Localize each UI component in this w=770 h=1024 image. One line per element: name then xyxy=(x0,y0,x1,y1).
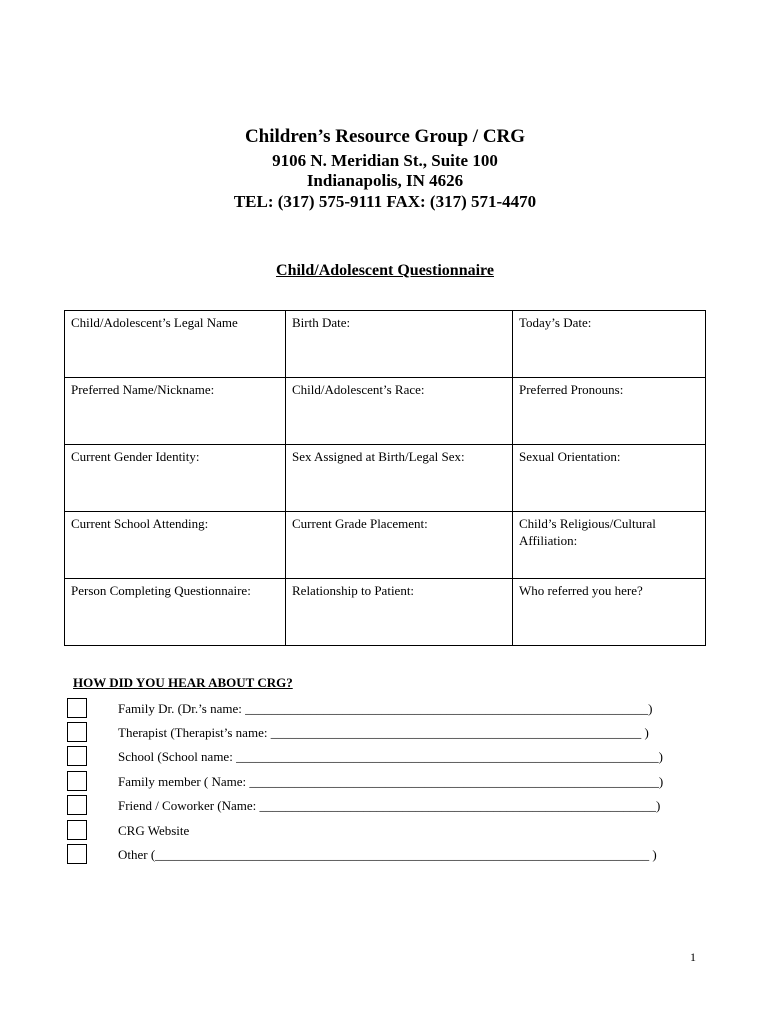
checkbox[interactable] xyxy=(67,746,87,766)
option-school xyxy=(67,746,707,768)
option-label: Family Dr. (Dr.’s name: ______________________________________________________________) xyxy=(118,701,653,716)
table-row xyxy=(65,512,706,579)
table-row xyxy=(65,378,706,445)
preferred-name-field[interactable]: Preferred Name/Nickname: xyxy=(65,378,286,445)
checkbox[interactable] xyxy=(67,771,87,791)
sex-assigned-field[interactable]: Sex Assigned at Birth/Legal Sex: xyxy=(286,445,513,512)
address-line-1: 9106 N. Meridian St., Suite 100 xyxy=(272,151,498,170)
person-completing-field[interactable]: Person Completing Questionnaire: xyxy=(65,579,286,646)
sexual-orientation-field[interactable]: Sexual Orientation: xyxy=(513,445,706,512)
option-therapist xyxy=(67,722,707,744)
organization-name: Children’s Resource Group / CRG xyxy=(244,126,526,147)
checkbox[interactable] xyxy=(67,795,87,815)
option-friend-coworker xyxy=(67,795,707,817)
form-title: Child/Adolescent Questionnaire xyxy=(276,262,494,279)
relationship-field[interactable]: Relationship to Patient: xyxy=(286,579,513,646)
checkbox[interactable] xyxy=(67,844,87,864)
address-line-2: Indianapolis, IN 4626 xyxy=(306,171,464,190)
option-label: Friend / Coworker (Name: _____________________________________________________________) xyxy=(118,798,661,813)
option-label: CRG Website xyxy=(118,823,190,838)
referred-by-field[interactable]: Who referred you here? xyxy=(513,579,706,646)
option-other xyxy=(67,844,707,866)
legal-name-field[interactable]: Child/Adolescent’s Legal Name xyxy=(65,311,286,378)
religious-affiliation-field[interactable]: Child’s Religious/Cultural Affiliation: xyxy=(513,512,706,579)
grade-placement-field[interactable]: Current Grade Placement: xyxy=(286,512,513,579)
todays-date-field[interactable]: Today’s Date: xyxy=(513,311,706,378)
birth-date-field[interactable]: Birth Date: xyxy=(286,311,513,378)
option-family-member xyxy=(67,771,707,793)
school-attending-field[interactable]: Current School Attending: xyxy=(65,512,286,579)
pronouns-field[interactable]: Preferred Pronouns: xyxy=(513,378,706,445)
checkbox[interactable] xyxy=(67,698,87,718)
option-family-dr xyxy=(67,698,707,720)
option-crg-website xyxy=(67,820,707,842)
race-field[interactable]: Child/Adolescent’s Race: xyxy=(286,378,513,445)
table-row xyxy=(65,579,706,646)
table-row xyxy=(65,311,706,378)
option-label: Therapist (Therapist’s name: _________________________________________________________ ) xyxy=(118,725,649,740)
table-row xyxy=(65,445,706,512)
gender-identity-field[interactable]: Current Gender Identity: xyxy=(65,445,286,512)
option-label: Family member ( Name: _______________________________________________________________) xyxy=(118,774,664,789)
checkbox[interactable] xyxy=(67,820,87,840)
option-label: Other (____________________________________________________________________________ ) xyxy=(118,847,657,862)
phone-fax-line: TEL: (317) 575-9111 FAX: (317) 571-4470 xyxy=(233,192,537,211)
page-number: 1 xyxy=(690,950,696,964)
option-label: School (School name: _________________________________________________________________) xyxy=(118,749,663,764)
patient-info-table xyxy=(64,310,706,646)
hear-about-heading: HOW DID YOU HEAR ABOUT CRG? xyxy=(73,675,293,690)
checkbox[interactable] xyxy=(67,722,87,742)
